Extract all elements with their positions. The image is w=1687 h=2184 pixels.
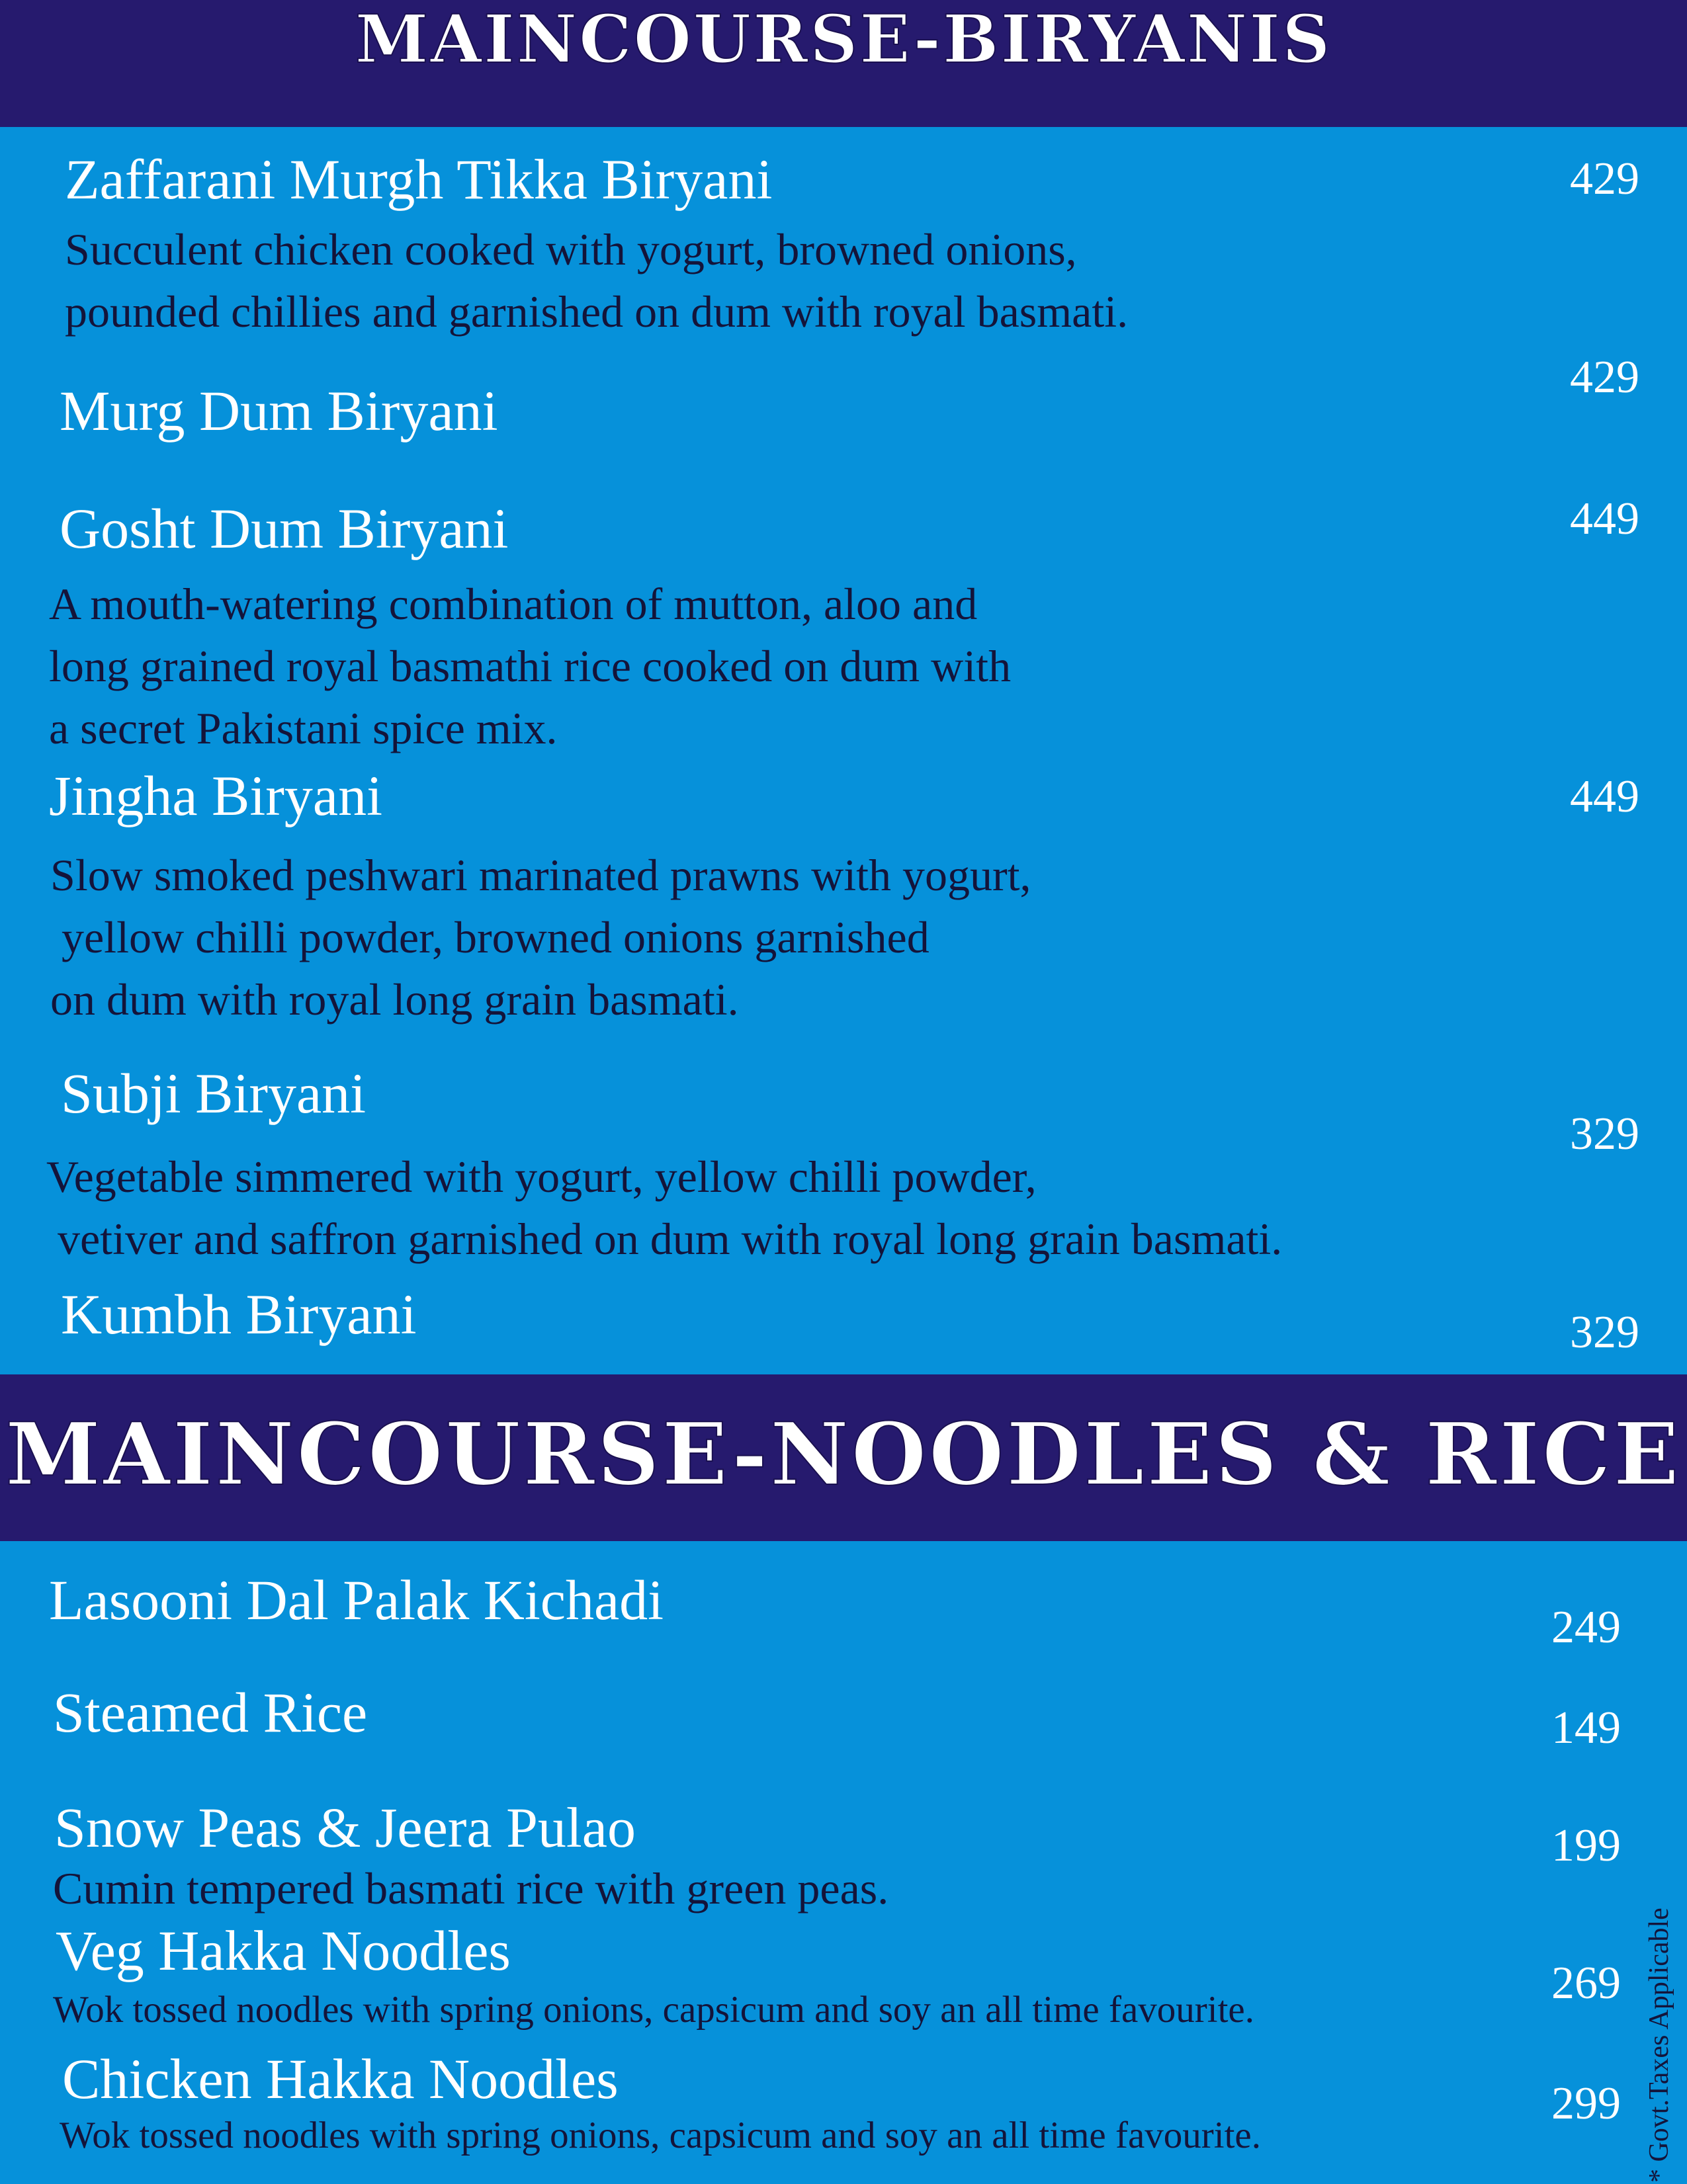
menu-item-name: Subji Biryani xyxy=(61,1062,367,1125)
menu-item-price: 429 xyxy=(1570,352,1639,403)
menu-item-description: yellow chilli powder, browned onions garnished xyxy=(50,912,930,962)
section-header-noodles-rice xyxy=(0,1374,1687,1541)
menu-item-description: A mouth-watering combination of mutton, aloo and xyxy=(49,579,978,629)
menu-item-name: Steamed Rice xyxy=(53,1681,368,1744)
menu-item-name: Veg Hakka Noodles xyxy=(56,1919,511,1982)
menu-item-name: Gosht Dum Biryani xyxy=(60,497,509,560)
menu-item-price: 249 xyxy=(1551,1602,1621,1653)
section-title: MAINCOURSE-BIRYANIS xyxy=(355,0,1332,78)
menu-item-name: Snow Peas & Jeera Pulao xyxy=(54,1796,636,1859)
section-header-biryanis xyxy=(0,0,1687,127)
menu-item-price: 199 xyxy=(1551,1820,1621,1871)
menu-item-description: pounded chillies and garnished on dum with royal basmati. xyxy=(65,286,1129,337)
menu-item-description: Slow smoked peshwari marinated prawns with yogurt, xyxy=(50,850,1031,900)
menu-item-price: 149 xyxy=(1551,1702,1621,1753)
menu-item-price: 329 xyxy=(1570,1109,1639,1159)
menu-item-description: vetiver and saffron garnished on dum with royal long grain basmati. xyxy=(46,1214,1283,1264)
menu-item-price: 269 xyxy=(1551,1958,1621,2009)
menu-item-name: Kumbh Biryani xyxy=(61,1282,417,1346)
menu-item-description: on dum with royal long grain basmati. xyxy=(50,974,739,1025)
menu-item-description: long grained royal basmathi rice cooked on dum with xyxy=(49,641,1012,691)
menu-item-name: Zaffarani Murgh Tikka Biryani xyxy=(65,147,773,211)
menu-item-description: Succulent chicken cooked with yogurt, browned onions, xyxy=(65,224,1077,274)
menu-item-price: 299 xyxy=(1551,2078,1621,2129)
menu-item-description: Vegetable simmered with yogurt, yellow chilli powder, xyxy=(46,1152,1037,1202)
menu-item-name: Jingha Biryani xyxy=(49,764,382,827)
section-title: MAINCOURSE-NOODLES & RICE xyxy=(5,1404,1682,1505)
menu-item-name: Murg Dum Biryani xyxy=(60,379,498,442)
menu-item-description: Wok tossed noodles with spring onions, capsicum and soy an all time favourite. xyxy=(53,1989,1254,2031)
menu-item-price: 449 xyxy=(1570,493,1639,544)
menu-item-price: 429 xyxy=(1570,153,1639,204)
menu-item-description: Wok tossed noodles with spring onions, capsicum and soy an all time favourite. xyxy=(60,2115,1261,2156)
menu-item-price: 329 xyxy=(1570,1307,1639,1358)
menu-item-name: Lasooni Dal Palak Kichadi xyxy=(49,1568,664,1632)
tax-footnote: * Govt.Taxes Applicable xyxy=(1644,1908,1674,2183)
menu-item-name: Chicken Hakka Noodles xyxy=(62,2047,619,2111)
menu-item-description: a secret Pakistani spice mix. xyxy=(49,703,558,753)
menu-item-description: Cumin tempered basmati rice with green peas. xyxy=(53,1863,889,1913)
menu-item-price: 449 xyxy=(1570,771,1639,822)
